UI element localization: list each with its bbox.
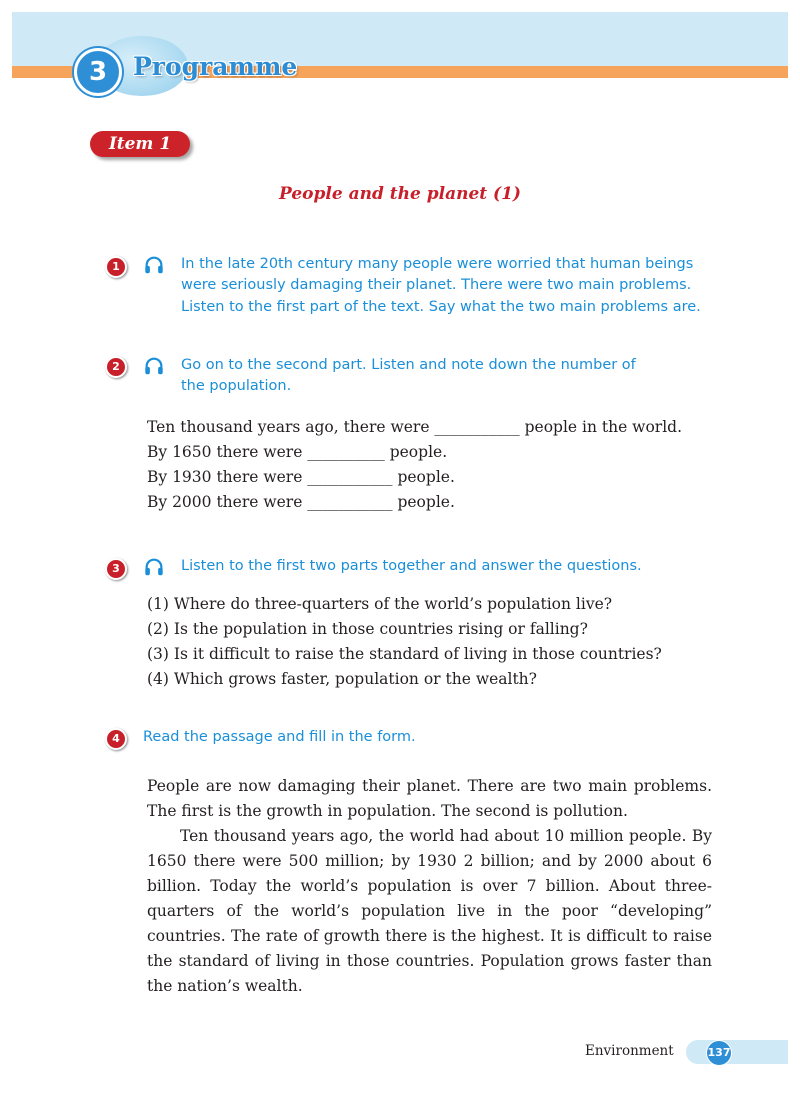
exercise-1-number: 1 (105, 256, 127, 278)
instruction-line: Listen to the first two parts together and answer the questions. (181, 558, 642, 574)
instruction-line: the population. (181, 378, 292, 394)
exercise-2-number: 2 (105, 356, 127, 378)
section-number: 3 (74, 48, 122, 96)
instruction-line: Listen to the first part of the text. Say what the two main problems are. (181, 299, 701, 315)
instruction-line: In the late 20th century many people were worried that human beings (181, 256, 694, 272)
footer-label: Environment (585, 1043, 674, 1059)
section-title: Programme (133, 52, 298, 81)
exercise-3-number: 3 (105, 558, 127, 580)
fill-line: By 1650 there were __________ people. (147, 443, 448, 461)
page-number: 137 (706, 1040, 732, 1066)
exercise-2-instructions (181, 355, 636, 397)
passage-paragraph: Ten thousand years ago, the world had about 10 million people. By 1650 there were 500 million; by 1930 2 billion; and by 2000 about 6 billion. Today the world’s population is over 7 billion. About three-quarters of the world’s population live in the poor “developing” countries. The rate of growth there is the highest. It is difficult to raise the standard of living in those countries. Population grows faster than the nation’s wealth. (147, 827, 712, 995)
instruction-line: Go on to the second part. Listen and note down the number of (181, 357, 636, 373)
item-label: Item 1 (90, 131, 190, 157)
reading-passage (147, 774, 712, 999)
fill-line: Ten thousand years ago, there were ___________ people in the world. (147, 418, 682, 436)
question: (1) Where do three-quarters of the world’s population live? (147, 595, 613, 613)
exercise-1-instructions (181, 254, 701, 318)
unit-title: People and the planet (1) (279, 184, 521, 204)
fill-line: By 2000 there were ___________ people. (147, 493, 455, 511)
exercise-3-instructions (181, 556, 642, 577)
instruction-line: Read the passage and fill in the form. (143, 729, 416, 745)
question: (3) Is it difficult to raise the standard of living in those countries? (147, 645, 662, 663)
question: (4) Which grows faster, population or the wealth? (147, 670, 537, 688)
headphones-icon[interactable] (143, 556, 165, 578)
exercise-4-instructions (143, 727, 416, 748)
headphones-icon[interactable] (143, 254, 165, 276)
fill-line: By 1930 there were ___________ people. (147, 468, 455, 486)
instruction-line: were seriously damaging their planet. There were two main problems. (181, 277, 692, 293)
footer-band (686, 1040, 788, 1064)
question: (2) Is the population in those countries rising or falling? (147, 620, 588, 638)
headphones-icon[interactable] (143, 355, 165, 377)
passage-paragraph: People are now damaging their planet. There are two main problems. The first is the growth in population. The second is pollution. (147, 777, 712, 820)
exercise-4-number: 4 (105, 728, 127, 750)
